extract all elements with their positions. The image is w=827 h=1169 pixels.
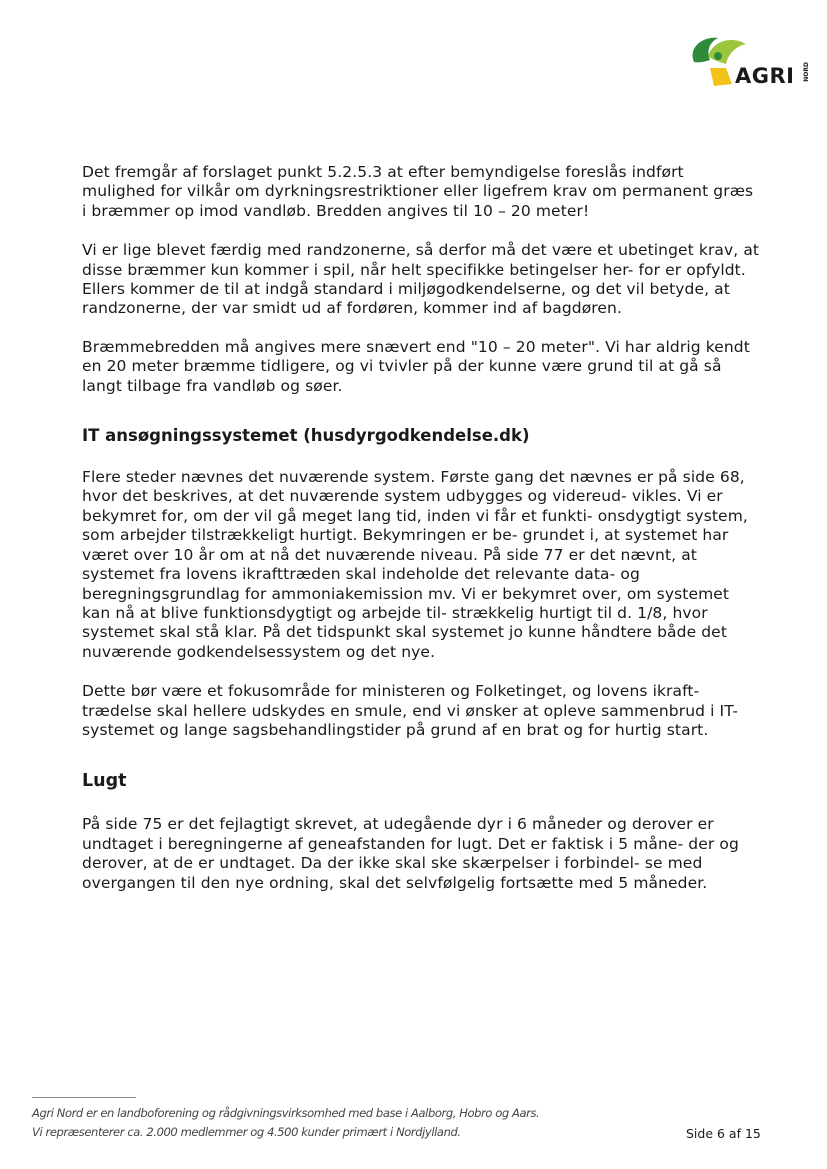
paragraph-randzoner: Vi er lige blevet færdig med randzonerne, så derfor må det være et ubetinget krav, at disse bræmmer kun kommer i spil, når helt specifikke betingelser her- for er opfyldt. Ellers kommer de til at indgå standard i miljøgodkendelserne, og det vil betyde, at randzonerne, der var smidt ud af fordøren, kommer ind af bagdøren. (82, 241, 760, 318)
footer-divider (32, 1097, 136, 1098)
logo-subtext: NORD (803, 62, 810, 82)
paragraph-braemmer: Det fremgår af forslaget punkt 5.2.5.3 at efter bemyndigelse foreslås indført mulighed for vilkår om dyrkningsrestriktioner eller ligefrem krav om permanent græs i bræmmer op imod vandløb. Bredden angives til 10 – 20 meter! (82, 163, 754, 220)
paragraph-fokusomraade: Dette bør være et fokusområde for ministeren og Folketinget, og lovens ikraft- trædelse skal hellere udskydes en smule, end vi ønsker at opleve sammenbrud i IT-systemet og lange sagsbehandlingstider på grund af en brat og for hurtig start. (82, 682, 739, 739)
footer-line-2: Vi repræsenterer ca. 2.000 medlemmer og 4.500 kunder primært i Nordjylland. (32, 1125, 461, 1139)
paragraph-it-system: Flere steder nævnes det nuværende system. Første gang det nævnes er på side 68, hvor det beskrives, at det nuværende system udbygges og videreud- vikles. Vi er bekymret for, om der vil gå meget lang tid, inden vi får et funkti- onsdygtigt system, som arbejder tilstrækkeligt hurtigt. Bekymringen er be- grundet i, at systemet har været over 10 år om at nå det nuværende niveau. På side 77 er det nævnt, at systemet fra lovens ikrafttræden skal indeholde det relevante data- og beregningsgrundlag for ammoniakemission mv. Vi er bekymret over, om systemet kan nå at blive funktionsdygtigt og arbejde til- strækkelig hurtigt til d. 1/8, hvor systemet skal stå klar. På det tidspunkt skal systemet jo kunne håndtere både det nuværende godkendelsessystem og det nye. (82, 468, 748, 661)
logo-text: AGRI (735, 64, 795, 88)
page-number: Side 6 af 15 (686, 1126, 761, 1141)
heading-lugt: Lugt (82, 771, 127, 792)
heading-it-system: IT ansøgningssystemet (husdyrgodkendelse.dk) (82, 426, 530, 446)
paragraph-lugt: På side 75 er det fejlagtigt skrevet, at udegående dyr i 6 måneder og derover er undtaget i beregningerne af geneafstanden for lugt. Det er faktisk i 5 måne- der og derover, at de er undtaget. Da der ikke skal ske skærpelser i forbindel- se med overgangen til den nye ordning, skal det selvfølgelig fortsætte med 5 måneder. (82, 815, 739, 892)
paragraph-braemmebredde: Bræmmebredden må angives mere snævert end "10 – 20 meter". Vi har aldrig kendt en 20 meter bræmme tidligere, og vi tvivler på der kunne være grund til at gå så langt tilbage fra vandløb og søer. (82, 337, 750, 395)
footer-text (32, 1104, 539, 1142)
document-body (82, 163, 762, 893)
footer-line-1: Agri Nord er en landboforening og rådgivningsvirksomhed med base i Aalborg, Hobro og Aars. (32, 1106, 540, 1120)
